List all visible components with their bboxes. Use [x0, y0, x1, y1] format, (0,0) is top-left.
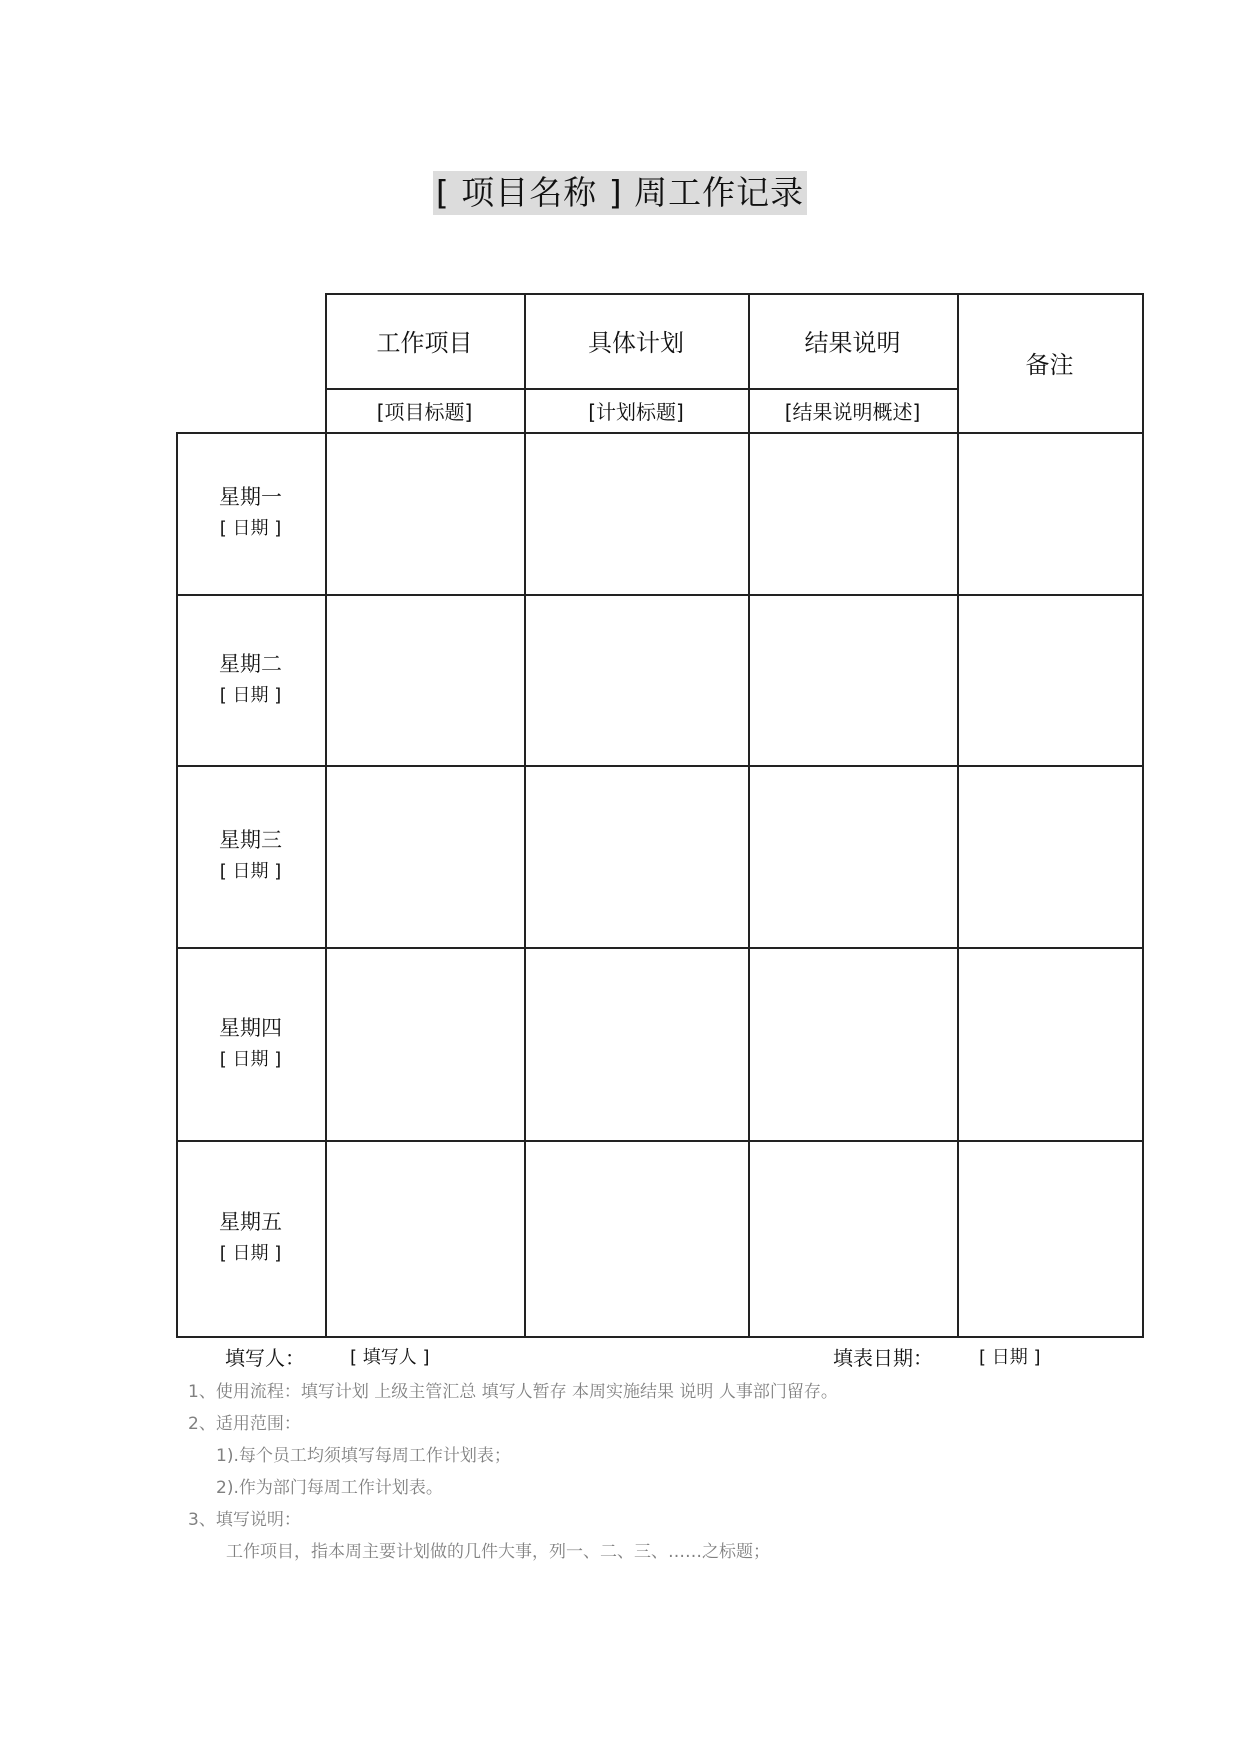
instructions: [188, 1376, 1088, 1568]
document-title: [ 项目名称 ] 周工作记录: [433, 171, 807, 215]
day-date: [ 日期 ]: [219, 1048, 282, 1070]
header-work-item: [325, 293, 524, 388]
header-plan-label: 具体计划: [588, 329, 684, 357]
day-date: [ 日期 ]: [219, 1243, 282, 1264]
day-date: [ 日期 ]: [219, 861, 282, 882]
note-item: 1、使用流程：填写计划 上级主管汇总 填写人暂存 本周实施结果 说明 人事部门留存。: [188, 1382, 838, 1402]
day-name: 星期四: [219, 1015, 282, 1040]
fill-date-label: 填表日期：: [833, 1346, 933, 1370]
day-name: 星期一: [219, 485, 282, 509]
day-name: 星期三: [219, 828, 282, 852]
day-row-monday: [176, 432, 325, 594]
day-row-tuesday: [176, 594, 325, 765]
header-result-sub-label: [结果说明概述]: [784, 399, 921, 424]
note-item: 1).每个员工均须填写每周工作计划表；: [216, 1446, 511, 1466]
note-item: 2、适用范围：: [188, 1414, 301, 1434]
note-item: 2).作为部门每周工作计划表。: [216, 1478, 443, 1498]
table-border-bottom: [176, 1336, 1144, 1338]
weekly-work-table: [176, 293, 1144, 1338]
day-row-wednesday: [176, 765, 325, 947]
col-line: [748, 293, 750, 1338]
header-result-sub: [748, 388, 957, 432]
header-result: [748, 293, 957, 388]
day-row-thursday: [176, 947, 325, 1140]
header-result-label: 结果说明: [804, 329, 901, 357]
header-plan-sub: [524, 388, 748, 432]
header-work-item-sub-label: [项目标题]: [376, 399, 473, 424]
day-row-friday: [176, 1140, 325, 1336]
col-line: [957, 293, 959, 1338]
header-plan-sub-label: [计划标题]: [588, 399, 684, 424]
filler-label: 填写人：: [225, 1346, 305, 1370]
day-date: [ 日期 ]: [219, 684, 282, 706]
title-wrap: [0, 171, 1240, 215]
filler-value: [ 填写人 ]: [350, 1347, 430, 1368]
note-item: 3、填写说明：: [188, 1510, 301, 1530]
table-border-right: [1142, 293, 1144, 1338]
note-item: 工作项目，指本周主要计划做的几件大事，列一、二、三、……之标题；: [226, 1542, 770, 1562]
header-remarks-label: 备注: [1025, 351, 1074, 379]
day-name: 星期二: [219, 651, 282, 676]
footer-row: [0, 1340, 1240, 1376]
fill-date-value: [ 日期 ]: [979, 1347, 1041, 1368]
header-work-item-sub: [325, 388, 524, 432]
col-line: [325, 293, 327, 1338]
header-remarks: [957, 293, 1142, 432]
day-date: [ 日期 ]: [219, 518, 282, 539]
day-name: 星期五: [219, 1210, 282, 1234]
header-plan: [524, 293, 748, 388]
header-work-item-label: 工作项目: [376, 329, 473, 357]
col-line: [524, 293, 526, 1338]
